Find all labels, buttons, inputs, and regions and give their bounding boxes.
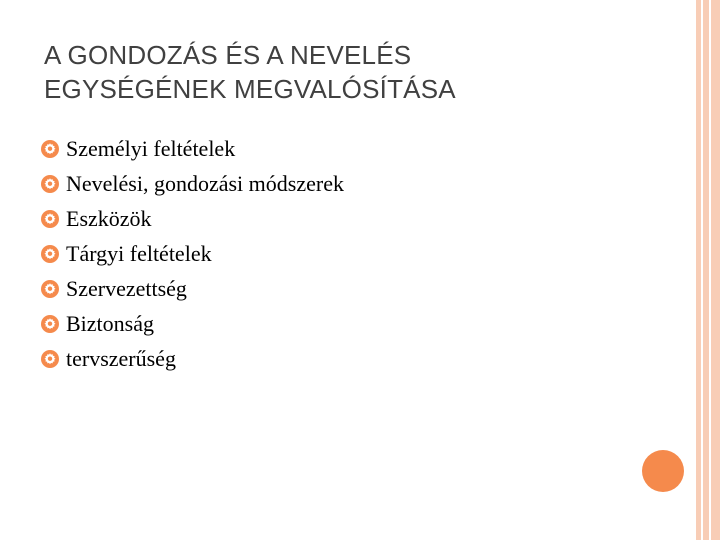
bullet-text: tervszerűség	[66, 345, 176, 371]
list-item	[40, 341, 344, 376]
gear-icon	[40, 139, 60, 159]
gear-icon	[40, 349, 60, 369]
decorative-circle-fill	[642, 450, 684, 492]
bullet-text: Személyi feltételek	[66, 135, 236, 161]
decorative-circle	[638, 446, 688, 496]
bullet-text: Szervezettség	[66, 275, 187, 301]
gear-icon	[40, 314, 60, 334]
bullet-text: Nevelési, gondozási módszerek	[66, 170, 344, 196]
bullet-list	[40, 131, 344, 376]
gear-icon	[40, 279, 60, 299]
list-item	[40, 166, 344, 201]
list-item	[40, 201, 344, 236]
bullet-text: Biztonság	[66, 310, 154, 336]
gear-icon	[40, 209, 60, 229]
list-item	[40, 306, 344, 341]
gear-icon	[40, 244, 60, 264]
gear-icon	[40, 174, 60, 194]
slide-title-line-1: A GONDOZÁS ÉS A NEVELÉS	[44, 40, 412, 70]
slide-title	[44, 38, 664, 106]
decorative-side-rail	[696, 0, 720, 540]
rail-stripe	[709, 0, 711, 540]
list-item	[40, 271, 344, 306]
slide-title-line-2: EGYSÉGÉNEK MEGVALÓSÍTÁSA	[44, 74, 456, 104]
list-item	[40, 236, 344, 271]
bullet-text: Eszközök	[66, 205, 152, 231]
list-item	[40, 131, 344, 166]
bullet-text: Tárgyi feltételek	[66, 240, 212, 266]
rail-stripe	[701, 0, 703, 540]
